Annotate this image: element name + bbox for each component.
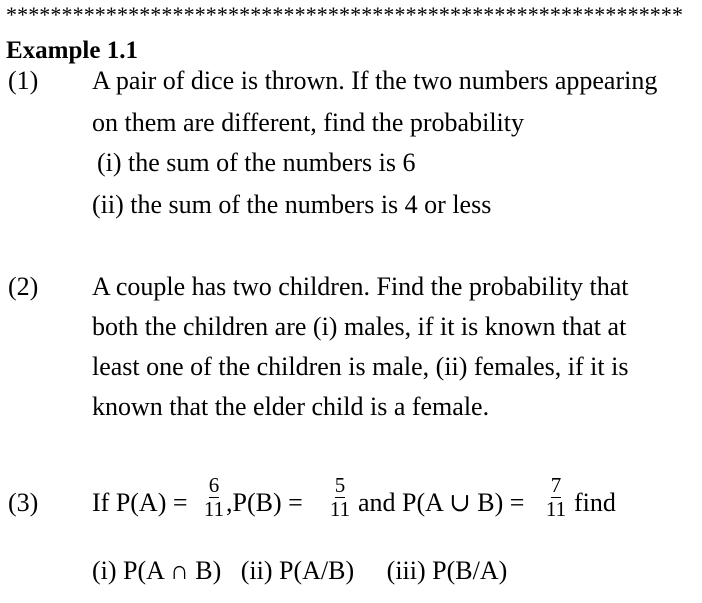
fraction-numerator: 6 [208, 473, 220, 497]
star-separator: ************************************************************* [6, 4, 684, 26]
fraction-denominator: 11 [329, 497, 351, 521]
question-1-line-2: on them are different, find the probability [92, 108, 524, 137]
question-3-parts: (i) P(A ∩ B) (ii) P(A/B) (iii) P(B/A) [92, 556, 508, 585]
expr-pb: ,P(B) = [226, 488, 303, 517]
expr-and-pab: and P(A ∪ B) = [358, 488, 525, 517]
question-1-number: (1) [8, 66, 39, 95]
question-1-part-ii: (ii) the sum of the numbers is 4 or less [92, 190, 492, 219]
fraction-5-over-11 [329, 474, 351, 520]
example-heading: Example 1.1 [6, 37, 138, 64]
question-2-number: (2) [8, 272, 39, 301]
question-2-line-4: known that the elder child is a female. [92, 392, 490, 421]
question-3-number: (3) [8, 488, 39, 517]
fraction-numerator: 7 [550, 473, 562, 497]
expr-find: find [574, 488, 616, 517]
fraction-denominator: 11 [545, 497, 567, 521]
question-1-line-1: A pair of dice is thrown. If the two numbers appearing [92, 66, 658, 95]
question-2-line-3: least one of the children is male, (ii) females, if it is [92, 352, 629, 381]
question-1-part-i: (i) the sum of the numbers is 6 [97, 148, 416, 177]
question-2-line-2: both the children are (i) males, if it is known that at [92, 312, 627, 341]
question-2-line-1: A couple has two children. Find the probability that [92, 272, 629, 301]
expr-if-pa: If P(A) = [92, 488, 188, 517]
fraction-numerator: 5 [334, 473, 346, 497]
fraction-6-over-11 [203, 474, 225, 520]
fraction-denominator: 11 [203, 497, 225, 521]
fraction-7-over-11 [545, 474, 567, 520]
